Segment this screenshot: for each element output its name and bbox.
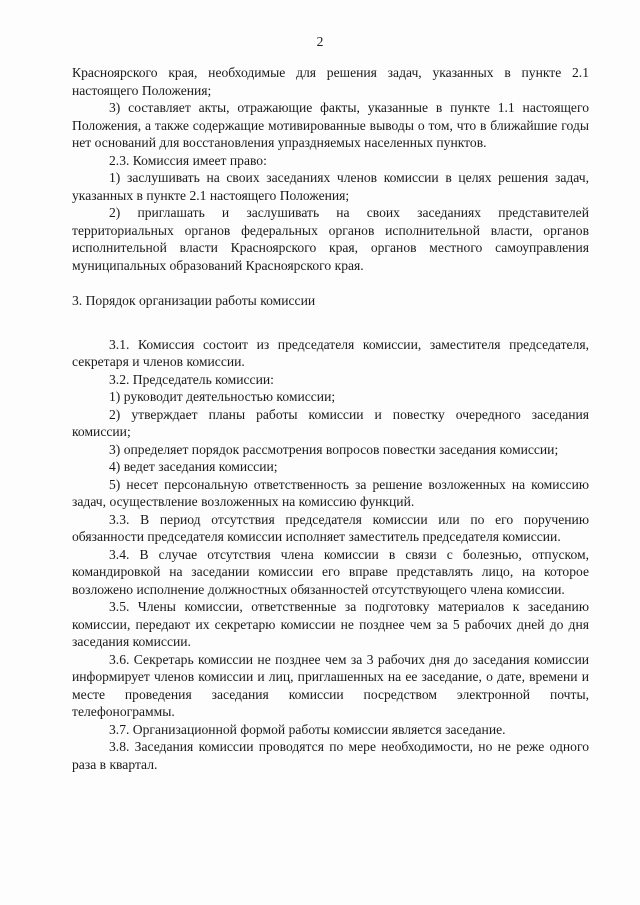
paragraph-item-3: 3) составляет акты, отражающие факты, указанные в пункте 1.1 настоящего Положения, а также содержащие мотивированные выводы о том, что в ближайшие годы нет оснований для восстановления упраздняемых населенных пунктов. [72, 100, 589, 150]
paragraph-3-2-item-3: 3) определяет порядок рассмотрения вопросов повестки заседания комиссии; [109, 441, 559, 457]
paragraph-3-8: 3.8. Заседания комиссии проводятся по мере необходимости, но не реже одного раза в квартал. [72, 739, 589, 772]
paragraph-continuation: Красноярского края, необходимые для решения задач, указанных в пункте 2.1 настоящего Положения; [72, 65, 589, 98]
paragraph-3-3: 3.3. В период отсутствия председателя комиссии или по его поручению обязанности председателя комиссии исполняет заместитель председателя комиссии. [72, 511, 589, 544]
paragraph-3-2-item-1: 1) руководит деятельностью комиссии; [109, 389, 336, 404]
paragraph-3-2-item-5: 5) несет персональную ответственность за решение возложенных на комиссию задач, осуществление возложенных на комиссию функций. [72, 476, 589, 509]
paragraph-3-2: 3.2. Председатель комиссии: [109, 371, 274, 387]
paragraph-3-5: 3.5. Члены комиссии, ответственные за подготовку материалов к заседанию комиссии, передают их секретарю комиссии не позднее чем за 5 рабочих дней до дня заседания комиссии. [72, 599, 589, 649]
document-body [72, 64, 589, 773]
paragraph-3-4: 3.4. В случае отсутствия члена комиссии в связи с болезнью, отпуском, командировкой на заседании комиссии его вправе представлять лицо, на которое возложено исполнение должностных обязанностей отсутствующего члена комиссии. [72, 546, 589, 597]
paragraph-3-2-item-2: 2) утверждает планы работы комиссии и повестку очередного заседания комиссии; [72, 406, 589, 439]
paragraph-2-3: 2.3. Комиссия имеет право: [109, 152, 267, 168]
section-heading: 3. Порядок организации работы комиссии [72, 293, 316, 308]
page-number: 2 [316, 34, 324, 49]
paragraph-3-7: 3.7. Организационной формой работы комиссии является заседание. [109, 721, 506, 737]
paragraph-3-6: 3.6. Секретарь комиссии не позднее чем за 3 рабочих дня до заседания комиссии информирует членов комиссии и лиц, приглашенных на ее заседание, о дате, времени и месте проведения заседания комиссии посредством электронной почты, телефонограммы. [72, 651, 589, 719]
paragraph-3-1: 3.1. Комиссия состоит из председателя комиссии, заместителя председателя, секретаря и членов комиссии. [72, 336, 589, 369]
paragraph-2-3-item-2: 2) приглашать и заслушивать на своих заседаниях представителей территориальных органов федеральных органов исполнительной власти, органов исполнительной власти Красноярского края, органов местного самоуправления муниципальных образований Красноярского края. [72, 205, 589, 273]
paragraph-2-3-item-1: 1) заслушивать на своих заседаниях членов комиссии в целях решения задач, указанных в пункте 2.1 настоящего Положения; [72, 170, 589, 203]
paragraph-3-2-item-4: 4) ведет заседания комиссии; [109, 459, 278, 474]
